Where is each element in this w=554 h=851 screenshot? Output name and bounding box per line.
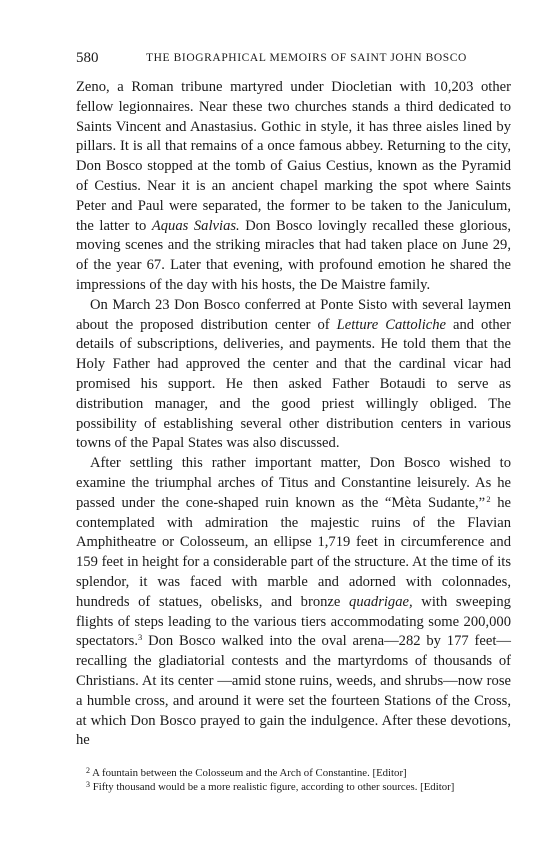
paragraph-2: On March 23 Don Bosco conferred at Ponte Sisto with several laymen about the proposed distribution center of Letture Cattoliche and other details of subscriptions, deliveries, and payments. He told them that the Holy Father had approved the center and that the cardinal vicar had promised his support. He then asked Father Botaudi to serve as distribution manager, and the good priest willingly obliged. The possibility of establishing several other distribution centers in various towns of the Papal States was also discussed. bbox=[76, 296, 512, 452]
paragraph-3: After settling this rather important matter, Don Bosco wished to examine the triumphal arches of Titus and Constantine leisurely. As he passed under the cone-shaped ruin known as the “Mèta Sudante,” $^2$ he contemplated with admiration the majestic ruins of the Flavian Amphitheatre or Colosseum, an ellipse 1,719 feet in circumference and 159 feet in height for a considerable part of the structure. At the time of its splendor, it was faced with marble and adorned with colonnades, hundreds of statues, obelisks, and bronze quadrigae, with sweeping flights of steps leading to the various tiers accommodating some 200,000 spectators.$^3$ Don Bosco walked into the oval arena—282 by 177 feet—recalling the gladiatorial contests and the martyrdoms of thousands of Christians. At its center —amid stone ruins, weeds, and shrubs—now rose a humble cross, and around it were set the fourteen Stations of the Cross, at which Don Bosco prayed to gain the indulgence. After these devotions, he bbox=[76, 455, 511, 749]
italic-text: Letture Cattoliche bbox=[336, 316, 447, 333]
italic-text: quadrigae, bbox=[349, 593, 413, 610]
italic-text: Aquas Salvias. bbox=[151, 217, 240, 234]
footnote-ref-3[interactable]: 3 bbox=[138, 632, 143, 643]
running-header bbox=[76, 50, 510, 70]
footnote-mark: 2 bbox=[86, 766, 90, 775]
footnotes bbox=[76, 767, 511, 794]
footnote-ref-2[interactable]: 2 bbox=[486, 493, 491, 504]
body-text bbox=[76, 78, 511, 751]
running-title: THE BIOGRAPHICAL MEMOIRS OF SAINT JOHN BOSCO bbox=[146, 52, 467, 64]
page-number: 580 bbox=[76, 50, 99, 66]
paragraph-1: Zeno, a Roman tribune martyred under Diocletian with 10,203 other fellow legionnaires. Near these two churches stands a third dedicated to Saints Vincent and Anastasius. Gothic in style, it has three aisles lined by pillars. It is all that remains of a once famous abbey. Returning to the city, Don Bosco stopped at the tomb of Gaius Cestius, known as the Pyramid of Cestius. Near it is an ancient chapel marking the spot where Saints Peter and Paul were separated, the former to be taken to the Janiculum, the latter to Aquas Salvias. Don Bosco lovingly recalled these glorious, moving scenes and the striking miracles that had taken place on June 29, of the year 67. Later that evening, with profound emotion he shared the impressions of the day with his hosts, the De Maistre family. bbox=[76, 79, 511, 293]
footnote-3: $^3$ Fifty thousand would be a more realistic figure, according to other sources. [Editor] bbox=[86, 779, 455, 793]
footnote-2: $^2$ A fountain between the Colosseum and the Arch of Constantine. [Editor] bbox=[86, 766, 407, 779]
footnote-mark: 3 bbox=[86, 779, 90, 789]
